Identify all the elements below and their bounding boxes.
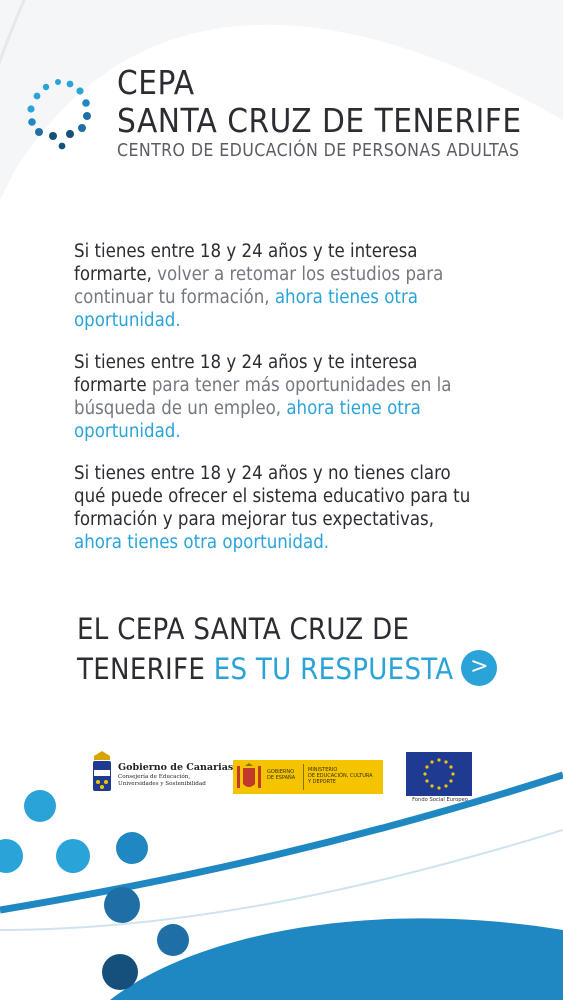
paragraph-1-highlight: ahora tienes otra oportunidad. (74, 287, 418, 331)
brand-subtitle: SANTA CRUZ DE TENERIFE (117, 101, 522, 140)
gobierno-espana-separator (303, 764, 304, 790)
cta-headline (77, 609, 497, 689)
spain-crest-icon (235, 762, 263, 792)
brand-tagline: CENTRO DE EDUCACIÓN DE PERSONAS ADULTAS (117, 141, 520, 161)
cepa-dot-ring-icon (22, 76, 102, 156)
brand-title: CEPA (117, 63, 195, 102)
eu-flag (406, 752, 472, 796)
cta-line-2-dark: TENERIFE (77, 652, 214, 686)
paragraph-1 (74, 240, 474, 332)
paragraph-3-highlight: ahora tienes otra oportunidad. (74, 532, 330, 553)
paragraph-2-lead: Si tienes entre 18 y 24 años y te interesa formarte (74, 352, 418, 396)
paragraph-2 (74, 351, 474, 443)
gobierno-canarias-title: Gobierno de Canarias (118, 762, 234, 773)
cta-line-2 (77, 649, 497, 689)
eu-stars-icon (406, 752, 472, 796)
gobierno-espana-logo (233, 760, 383, 794)
paragraph-1-body: volver a retomar los estudios para continuar tu formación, (74, 264, 444, 308)
paragraph-3 (74, 462, 474, 554)
gobierno-espana-text: GOBIERNO DE ESPAÑA (267, 769, 296, 781)
gobierno-canarias-text (118, 762, 233, 788)
gobierno-canarias-sub1: Consejería de Educación, (118, 774, 191, 780)
paragraph-2-body: para tener más oportunidades en la búsqueda de un empleo, (74, 375, 452, 419)
canarias-crest-icon (90, 750, 114, 796)
ministerio-text: MINISTERIO DE EDUCACIÓN, CULTURA Y DEPORTE (308, 767, 373, 785)
paragraph-1-lead: Si tienes entre 18 y 24 años y te interesa formarte, (74, 241, 418, 285)
eu-label: Fondo Social Europeo (412, 797, 468, 803)
gobierno-canarias-sub2: Universidades y Sostenibilidad (118, 781, 206, 787)
chevron-right-icon[interactable]: > (461, 650, 497, 686)
brand-header (117, 64, 522, 162)
paragraph-3-lead: Si tienes entre 18 y 24 años y no tienes claro qué puede ofrecer el sistema educativo para tu formación y para mejorar tus expectativas, (74, 463, 471, 530)
gobierno-canarias-logo (90, 750, 234, 800)
info-paragraphs (74, 240, 474, 573)
paragraph-2-highlight: ahora tiene otra oportunidad. (74, 398, 421, 442)
cta-line-1: EL CEPA SANTA CRUZ DE (77, 612, 410, 646)
cta-line-2-accent: ES TU RESPUESTA (213, 652, 454, 686)
fondo-social-europeo-logo (406, 752, 474, 808)
